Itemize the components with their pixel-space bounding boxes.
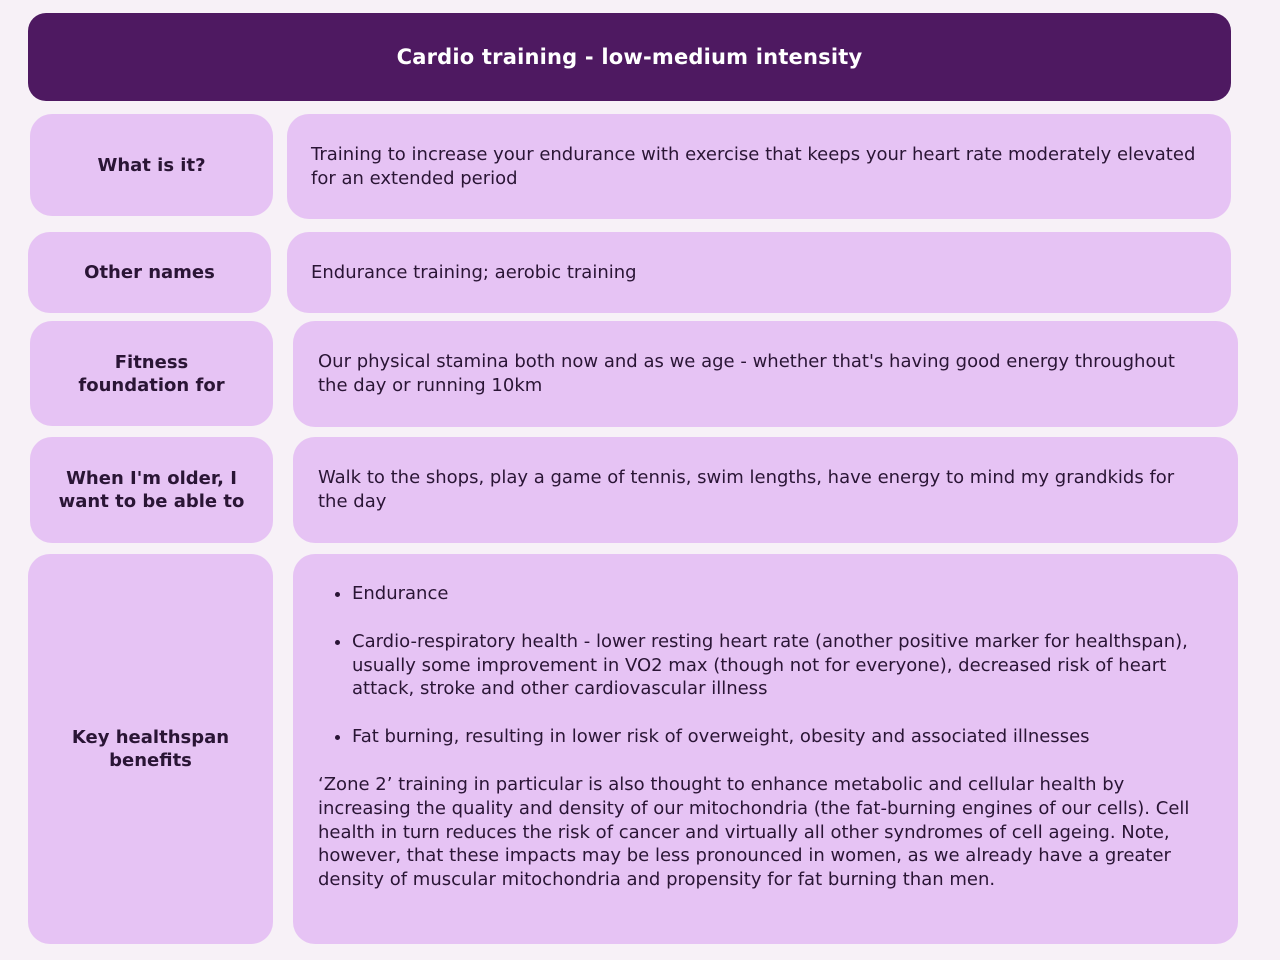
row-content-text: Our physical stamina both now and as we age - whether that's having good energy throughout the day or running 10km (318, 351, 1175, 396)
row-content-text: Training to increase your endurance with exercise that keeps your heart rate moderately elevated for an extended period (311, 143, 1196, 189)
row-label-other-names: Other names (28, 232, 271, 313)
list-item: • Fat burning, resulting in lower risk of overweight, obesity and associated illnesses (352, 725, 1208, 749)
benefits-paragraph: ‘Zone 2’ training in particular is also thought to enhance metabolic and cellular health by increasing the quality and density of our mitochondria (the fat-burning engines of our cells). Cell health in turn reduces the risk of cancer and virtually all other syndromes of cell ageing. Note, however, that these impacts may be less pronounced in women, as we already have a greater density of muscular mitochondria and propensity for fat burning than men. (318, 773, 1190, 891)
row-label-what-is-it: What is it? (30, 114, 273, 216)
row-content-key-benefits (293, 554, 1238, 944)
row-label-when-older: When I'm older, I want to be able to (30, 437, 273, 543)
row-content-what-is-it (287, 114, 1231, 219)
row-content-when-older (293, 437, 1238, 543)
list-item: • Cardio-respiratory health - lower resting heart rate (another positive marker for healthspan), usually some improvement in VO2 max (though not for everyone), decreased risk of heart attack, stroke and other cardiovascular illness (352, 630, 1208, 701)
row-content-fitness-foundation (293, 321, 1238, 427)
list-item: • Endurance (352, 582, 1208, 606)
row-content-text: Walk to the shops, play a game of tennis, swim lengths, have energy to mind my grandkids for the day (318, 467, 1175, 512)
page-title: Cardio training - low-medium intensity (28, 13, 1231, 101)
row-content-text: Endurance training; aerobic training (311, 261, 637, 283)
row-content-other-names (287, 232, 1231, 313)
benefits-list (318, 582, 1208, 749)
row-label-key-benefits: Key healthspan benefits (28, 554, 273, 944)
row-label-fitness-foundation: Fitness foundation for (30, 321, 273, 426)
